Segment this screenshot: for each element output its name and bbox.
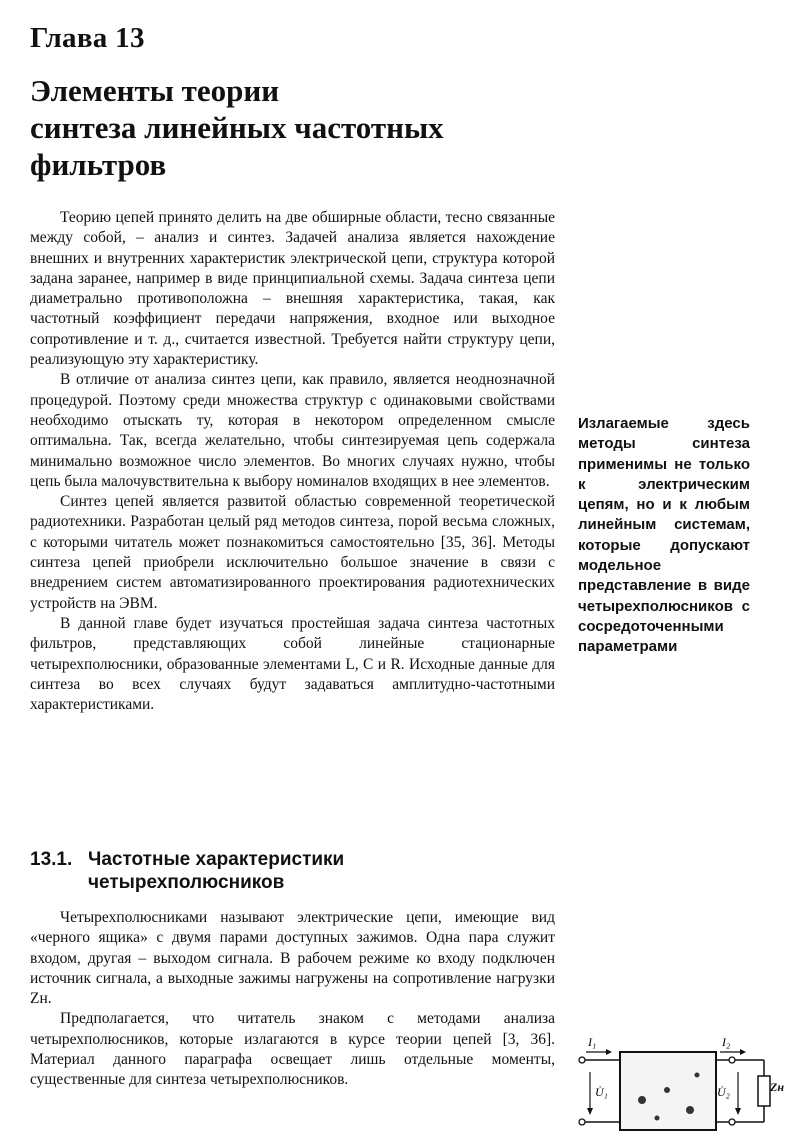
input-terminal-bottom xyxy=(579,1119,585,1125)
intro-text xyxy=(30,208,555,715)
chapter-title xyxy=(30,72,550,183)
load-resistor xyxy=(758,1076,770,1106)
u2-label: U̇₂ xyxy=(717,1085,730,1099)
paragraph: Четырехполюсниками называют электрические цепи, имеющие вид «черного ящика» с двумя парами доступных зажимов. Одна пара служит входом, другая – выходом сигнала. В рабочем режиме ко входу подключен источник сигнала, а выходные зажимы нагружены на сопротивление нагрузки Zн. xyxy=(30,909,555,1008)
paragraph: В данной главе будет изучаться простейшая задача синтеза частотных фильтров, представляющих собой линейные стационарные четырехполюсники, образованные элементами L, C и R. Исходные данные для синтеза во всех случаях будут задаваться амплитудно-частотными характеристиками. xyxy=(30,614,555,714)
chapter-title-line: фильтров xyxy=(30,147,167,182)
paragraph: Предполагается, что читатель знаком с методами анализа четырехполюсников, которые излагаются в курсе теории цепей [3, 36]. Материал данного параграфа освещает лишь отдельные моменты, существенные для синтеза четырехполюсников. xyxy=(30,1010,555,1089)
output-terminal-bottom xyxy=(729,1119,735,1125)
i1-arrowhead-icon xyxy=(606,1049,612,1055)
i1-label: I₁ xyxy=(588,1035,597,1049)
two-port-figure xyxy=(572,1030,782,1140)
margin-note: Излагаемые здесь методы синтеза применимы не только к электрическим цепям, но и к любым линейным системам, которые допускают модельное представление в виде четырехполюсников с сосредоточенными параметрами xyxy=(578,415,750,656)
i2-arrowhead-icon xyxy=(740,1049,746,1055)
section-heading xyxy=(30,848,550,894)
noise-dot xyxy=(638,1096,646,1104)
noise-dot xyxy=(655,1116,660,1121)
section-number: 13.1. xyxy=(30,849,73,870)
noise-dot xyxy=(664,1087,670,1093)
two-port-diagram xyxy=(572,1030,782,1140)
section-title-line: Частотные характеристики xyxy=(88,849,345,870)
paragraph: В отличие от анализа синтез цепи, как правило, является неоднозначной процедурой. Поэтому среди множества структур с одинаковыми свойствами необходимо отыскать ту, которая в некотором определенном смысле оптимальна. Так, всегда желательно, чтобы синтезируемая цепь содержала минимально возможное число элементов. Во многих случаях нужно, чтобы цепь была малочувствительна к выбору номиналов входящих в нее элементов. xyxy=(30,371,555,490)
i2-label: I₂ xyxy=(722,1035,731,1049)
input-terminal-top xyxy=(579,1057,585,1063)
chapter-title-line: Элементы теории xyxy=(30,73,280,108)
noise-dot xyxy=(695,1073,700,1078)
u1-label: U̇₁ xyxy=(595,1085,608,1099)
chapter-label: Глава 13 xyxy=(30,22,145,54)
zn-label: Zн xyxy=(770,1080,784,1094)
section-title-line: четырехполюсников xyxy=(88,872,285,893)
noise-dot xyxy=(686,1106,694,1114)
paragraph: Теорию цепей принято делить на две обширные области, тесно связанные между собой, – анализ и синтез. Задачей анализа является нахождение внешних и внутренних характеристик электрической цепи, структура которой задана заранее, например в виде принципиальной схемы. Задача синтеза цепи диаметрально противоположна – внешняя характеристика, такая, как частотный коэффициент передачи напряжения, входное или выходное сопротивление и т. д., считается известной. Требуется найти структуру цепи, реализующую эту характеристику. xyxy=(30,209,555,369)
chapter-title-line: синтеза линейных частотных xyxy=(30,110,444,145)
u1-arrowhead-icon xyxy=(587,1108,593,1115)
output-terminal-top xyxy=(729,1057,735,1063)
paragraph: Синтез цепей является развитой областью современной теоретической радиотехники. Разработан целый ряд методов синтеза, порой весьма сложных, с которыми читатель может познакомиться самостоятельно [35, 36]. Методы синтеза цепей приобрели исключительно большое значение в связи с внедрением систем автоматизированного проектирования радиотехнических устройств на ЭВМ. xyxy=(30,493,555,612)
u2-arrowhead-icon xyxy=(735,1108,741,1115)
section-text xyxy=(30,908,555,1091)
